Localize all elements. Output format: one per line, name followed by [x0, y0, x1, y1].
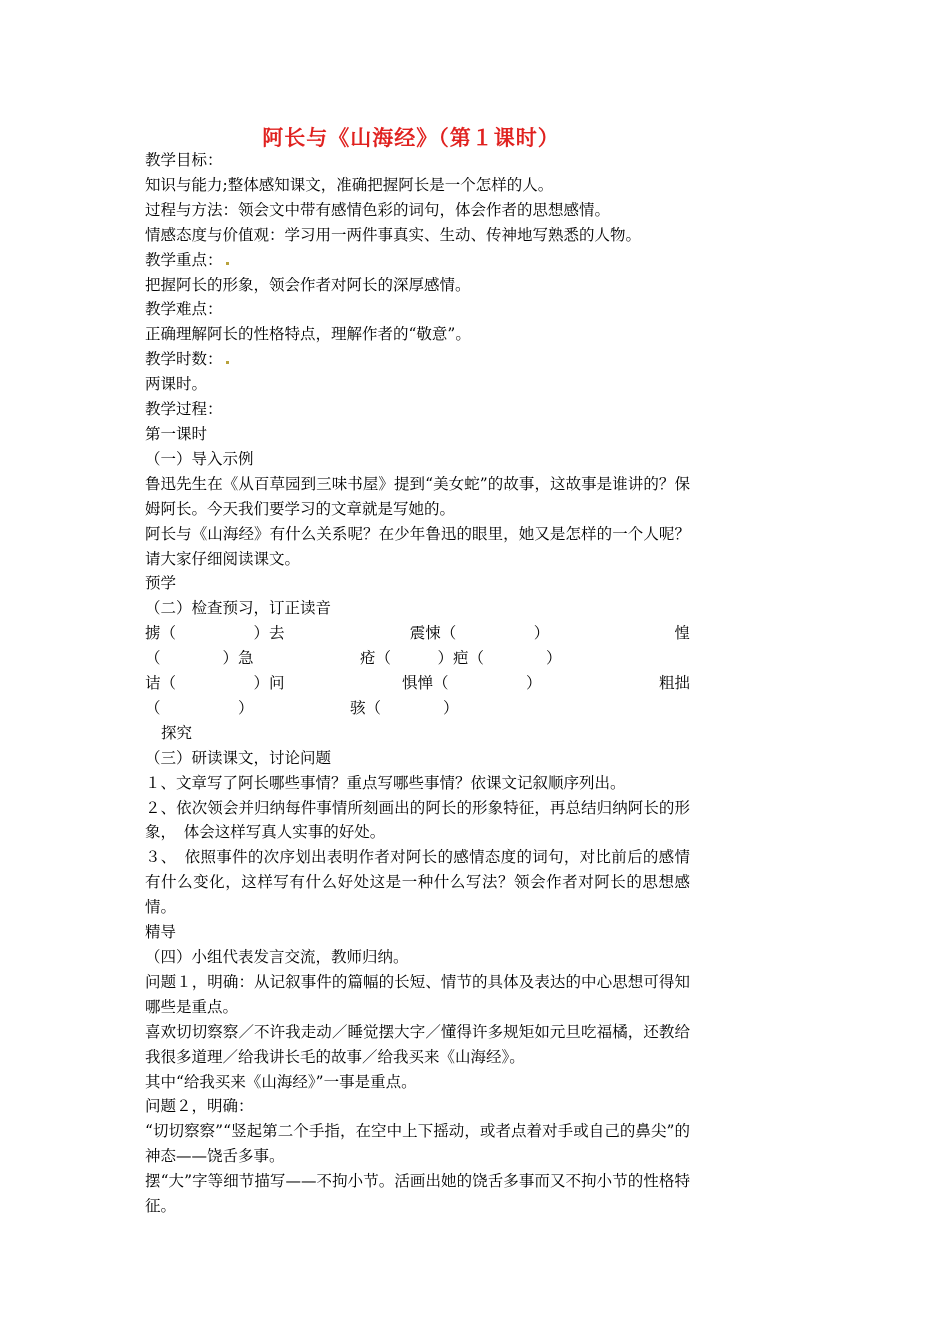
question: １、文章写了阿长哪些事情？重点写哪些事情？依课文记叙顺序列出。: [145, 773, 626, 792]
paragraph: “切切察察”“竖起第二个手指，在空中上下摇动，或者点着对手或自己的鼻尖”的神态——饶舌多事。: [145, 1122, 690, 1166]
pronunciation-item: （ ）急: [145, 649, 254, 668]
text-line: 两课时。: [145, 375, 208, 394]
pronunciation-item: 骇（ ）: [350, 698, 459, 717]
question: ２、依次领会并归纳每件事情所刻画出的阿长的形象特征，再总结归纳阿长的形象， 体会这样写真人实事的好处。: [145, 798, 690, 842]
section-heading: （一）导入示例: [145, 449, 254, 468]
paragraph: 阿长与《山海经》有什么关系呢？在少年鲁迅的眼里，她又是怎样的一个人呢？请大家仔细阅读课文。: [145, 524, 690, 568]
pronunciation-item: 疮（ ）疤（ ）: [360, 649, 562, 668]
text-line: 过程与方法：领会文中带有感情色彩的词句，体会作者的思想感情。: [145, 200, 611, 219]
section-heading: （二）检查预习，订正读音: [145, 599, 332, 618]
text-line: 正确理解阿长的性格特点，理解作者的“敬意”。: [145, 325, 471, 344]
pronunciation-item: 惶: [674, 624, 690, 643]
paragraph: 喜欢切切察察／不许我走动／睡觉摆大字／懂得许多规矩如元旦吃福橘，还教给我很多道理／给我讲长毛的故事／给我买来《山海经》。: [145, 1022, 690, 1066]
text-line: 教学目标：: [145, 151, 223, 169]
pronunciation-row: [145, 646, 690, 671]
pronunciation-row: [145, 671, 690, 696]
paragraph: 问题１，明确：从记叙事件的篇幅的长短、情节的具体及表达的中心思想可得知哪些是重点。: [145, 972, 690, 1016]
pronunciation-item: 惧惮（ ）: [401, 674, 542, 693]
pronunciation-item: （ ）: [145, 698, 254, 717]
paragraph: 其中“给我买来《山海经》”一事是重点。: [145, 1072, 417, 1091]
pronunciation-row: [145, 696, 690, 721]
text-line: 知识与能力;整体感知课文，准确把握阿长是一个怎样的人。: [145, 175, 554, 194]
text-line: 把握阿长的形象，领会作者对阿长的深厚感情。: [145, 275, 471, 294]
pronunciation-item: 震悚（ ）: [409, 624, 550, 643]
text-line: 第一课时: [145, 424, 208, 443]
text-line: 探究: [161, 723, 193, 742]
paragraph: 鲁迅先生在《从百草园到三味书屋》提到“美女蛇”的故事，这故事是谁讲的？保姆阿长。今天我们要学习的文章就是写她的。: [145, 474, 690, 518]
text-line: 教学时数：: [145, 347, 690, 372]
pronunciation-item: 掳（ ）去: [145, 624, 285, 643]
text-line: 教学难点：: [145, 300, 223, 319]
pronunciation-item: 粗拙: [658, 674, 690, 693]
document-title: 阿长与《山海经》（第１课时）: [262, 126, 560, 150]
text-line: 情感态度与价值观：学习用一两件事真实、生动、传神地写熟悉的人物。: [145, 225, 642, 244]
question: ３、 依照事件的次序划出表明作者对阿长的感情态度的词句，对比前后的感情有什么变化，这样写有什么好处这是一种什么写法？领会作者对阿长的思想感情。: [145, 848, 690, 917]
document-body: [145, 148, 690, 1219]
text-line: 预学: [145, 574, 177, 593]
paragraph: 问题２，明确：: [145, 1097, 254, 1116]
pronunciation-row: [145, 621, 690, 646]
text-line: 教学重点：: [145, 248, 690, 273]
text-line: 教学过程：: [145, 400, 223, 419]
paragraph: 摆“大”字等细节描写——不拘小节。活画出她的饶舌多事而又不拘小节的性格特征。: [145, 1172, 690, 1216]
section-heading: （四）小组代表发言交流，教师归纳。: [145, 948, 409, 966]
mark-dot: [226, 262, 229, 265]
mark-dot: [226, 361, 229, 364]
pronunciation-item: 诘（ ）问: [145, 674, 285, 693]
text-line: 精导: [145, 923, 177, 942]
section-heading: （三）研读课文，讨论问题: [145, 748, 332, 767]
